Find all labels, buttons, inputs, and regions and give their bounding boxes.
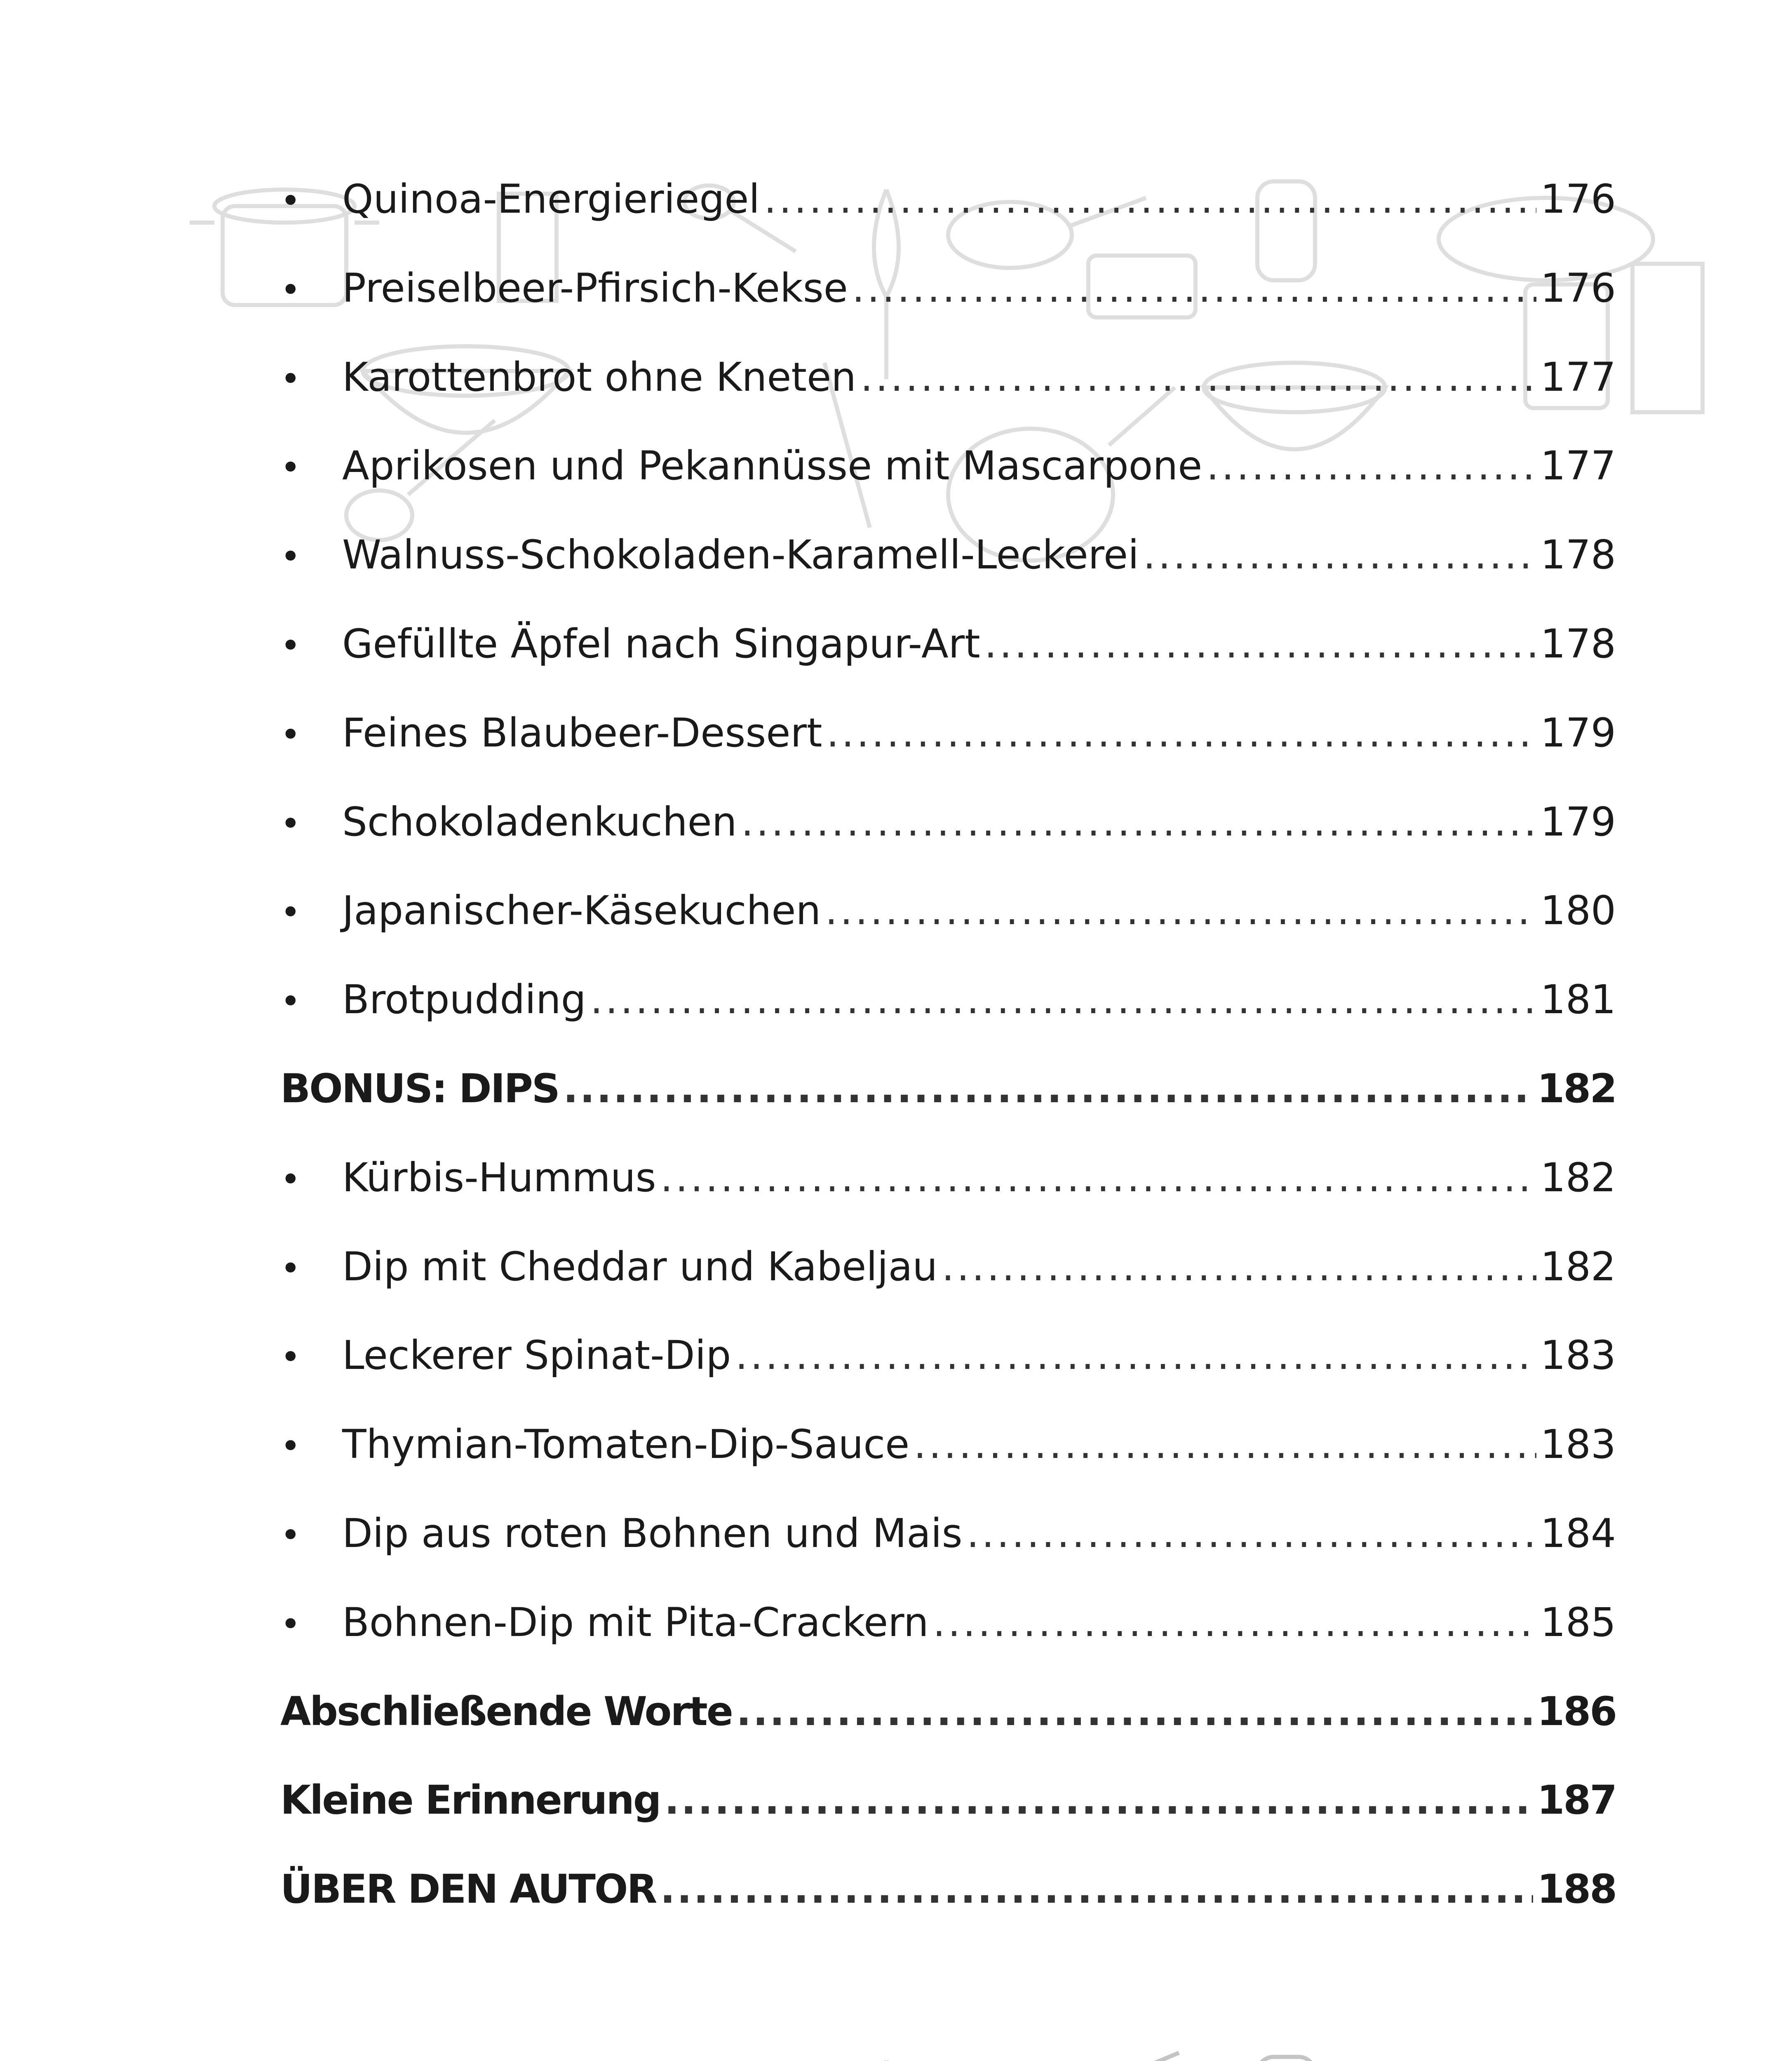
toc-entry[interactable]: [280, 1507, 1616, 1560]
toc-entry[interactable]: [280, 706, 1616, 760]
toc-entry-title: BONUS: DIPS: [280, 1066, 559, 1112]
toc-entry-page: 179: [1540, 798, 1616, 845]
dot-leader: [860, 350, 1536, 404]
grater-icon: [1632, 264, 1703, 412]
dot-leader: [590, 973, 1536, 1026]
dot-leader: [914, 1418, 1536, 1471]
toc-entry[interactable]: [280, 1329, 1616, 1382]
toc-entry-title: Schokoladenkuchen: [342, 798, 737, 845]
toc-entry[interactable]: [280, 795, 1616, 849]
toc-entry-title: Brotpudding: [342, 977, 586, 1023]
toc-entry-title: Kleine Erinnerung: [280, 1777, 660, 1824]
bullet-icon: •: [280, 1515, 301, 1555]
bullet-icon: •: [280, 1248, 301, 1289]
toc-entry-page: 181: [1540, 977, 1616, 1023]
toc-entry[interactable]: [280, 1151, 1616, 1204]
toc-entry[interactable]: [280, 1596, 1616, 1649]
bullet-icon: •: [280, 269, 301, 310]
toc-entry-page: 176: [1540, 176, 1616, 222]
toc-entry[interactable]: [280, 261, 1616, 315]
bullet-icon: •: [280, 714, 301, 755]
toc-entry-page: 178: [1540, 532, 1616, 578]
bullet-icon: •: [280, 803, 301, 844]
bullet-icon: •: [280, 447, 301, 488]
toc-entry[interactable]: [280, 439, 1616, 493]
toc-entry[interactable]: [280, 1062, 1616, 1115]
dot-leader: [660, 1862, 1533, 1916]
dot-leader: [660, 1151, 1536, 1204]
toc-entry-page: 188: [1537, 1866, 1616, 1913]
bullet-icon: •: [280, 1603, 301, 1644]
dot-leader: [665, 1773, 1533, 1827]
dot-leader: [1206, 439, 1536, 493]
dot-leader: [942, 1240, 1536, 1293]
toc-entry[interactable]: [280, 1773, 1616, 1827]
toc-entry[interactable]: [280, 1862, 1616, 1916]
toc-entry-page: 179: [1540, 709, 1616, 756]
toc-entry-page: 176: [1540, 265, 1616, 311]
toc-entry-page: 184: [1540, 1510, 1616, 1556]
dot-leader: [1143, 528, 1536, 582]
toc-entry-title: Japanischer-Käsekuchen: [342, 887, 821, 934]
dot-leader: [933, 1596, 1536, 1649]
dot-leader: [735, 1329, 1536, 1382]
bullet-icon: •: [280, 1159, 301, 1200]
toc-entry-title: Feines Blaubeer-Dessert: [342, 709, 822, 756]
toc-entry-page: 183: [1540, 1332, 1616, 1379]
toc-entry-page: 186: [1537, 1688, 1616, 1735]
knife-icon: [1130, 2053, 1179, 2061]
dot-leader: [827, 706, 1536, 760]
dot-leader: [741, 795, 1536, 849]
toc-entry-title: Karottenbrot ohne Kneten: [342, 354, 856, 400]
dot-leader: [967, 1507, 1536, 1560]
toc-entry[interactable]: [280, 350, 1616, 404]
toc-entry-title: Dip aus roten Bohnen und Mais: [342, 1510, 963, 1556]
toc-entry-title: Preiselbeer-Pfirsich-Kekse: [342, 265, 848, 311]
dot-leader: [764, 172, 1536, 226]
bullet-icon: •: [280, 1426, 301, 1467]
toc-entry-page: 187: [1537, 1777, 1616, 1824]
bullet-icon: •: [280, 358, 301, 399]
dot-leader: [984, 617, 1536, 671]
dot-leader: [852, 261, 1536, 315]
toc-entry-title: Bohnen-Dip mit Pita-Crackern: [342, 1599, 929, 1646]
toc-entry-page: 185: [1540, 1599, 1616, 1646]
dot-leader: [563, 1062, 1533, 1115]
toc-entry-page: 177: [1540, 443, 1616, 489]
kitchen-utensils-icon: [0, 2028, 1792, 2061]
toc-entry[interactable]: [280, 884, 1616, 937]
toc-entry[interactable]: [280, 973, 1616, 1026]
kettle-icon: [1257, 2057, 1315, 2061]
bullet-icon: •: [280, 536, 301, 577]
toc-entry-title: Leckerer Spinat-Dip: [342, 1332, 731, 1379]
bullet-icon: •: [280, 981, 301, 1022]
toc-entry[interactable]: [280, 528, 1616, 582]
toc-entry-title: Dip mit Cheddar und Kabeljau: [342, 1243, 938, 1290]
toc-entry-title: Walnuss-Schokoladen-Karamell-Leckerei: [342, 532, 1139, 578]
toc-entry[interactable]: [280, 172, 1616, 226]
toc-entry-page: 182: [1537, 1066, 1616, 1112]
bullet-icon: •: [280, 892, 301, 933]
toc-entry[interactable]: [280, 1240, 1616, 1293]
toc-entry-title: ÜBER DEN AUTOR: [280, 1866, 656, 1913]
toc-entry-page: 182: [1540, 1154, 1616, 1201]
bullet-icon: •: [280, 1337, 301, 1378]
dot-leader: [825, 884, 1536, 937]
toc-entry-page: 182: [1540, 1243, 1616, 1290]
toc-entry-title: Quinoa-Energieriegel: [342, 176, 760, 222]
toc-entry-title: Thymian-Tomaten-Dip-Sauce: [342, 1421, 910, 1468]
kitchen-illustrations-bottom: [0, 2028, 1792, 2061]
toc-entry[interactable]: [280, 1685, 1616, 1738]
toc-entry-page: 183: [1540, 1421, 1616, 1468]
dot-leader: [736, 1685, 1533, 1738]
toc-entry[interactable]: [280, 1418, 1616, 1471]
bullet-icon: •: [280, 181, 301, 221]
toc-entry-page: 178: [1540, 621, 1616, 667]
bullet-icon: •: [280, 625, 301, 666]
toc-entry-page: 180: [1540, 887, 1616, 934]
toc-entry-page: 177: [1540, 354, 1616, 400]
toc-entry[interactable]: [280, 617, 1616, 671]
toc-entry-title: Aprikosen und Pekannüsse mit Mascarpone: [342, 443, 1202, 489]
toc-entry-title: Gefüllte Äpfel nach Singapur-Art: [342, 621, 980, 667]
toc-entry-title: Abschließende Worte: [280, 1688, 732, 1735]
toc-entry-title: Kürbis-Hummus: [342, 1154, 656, 1201]
